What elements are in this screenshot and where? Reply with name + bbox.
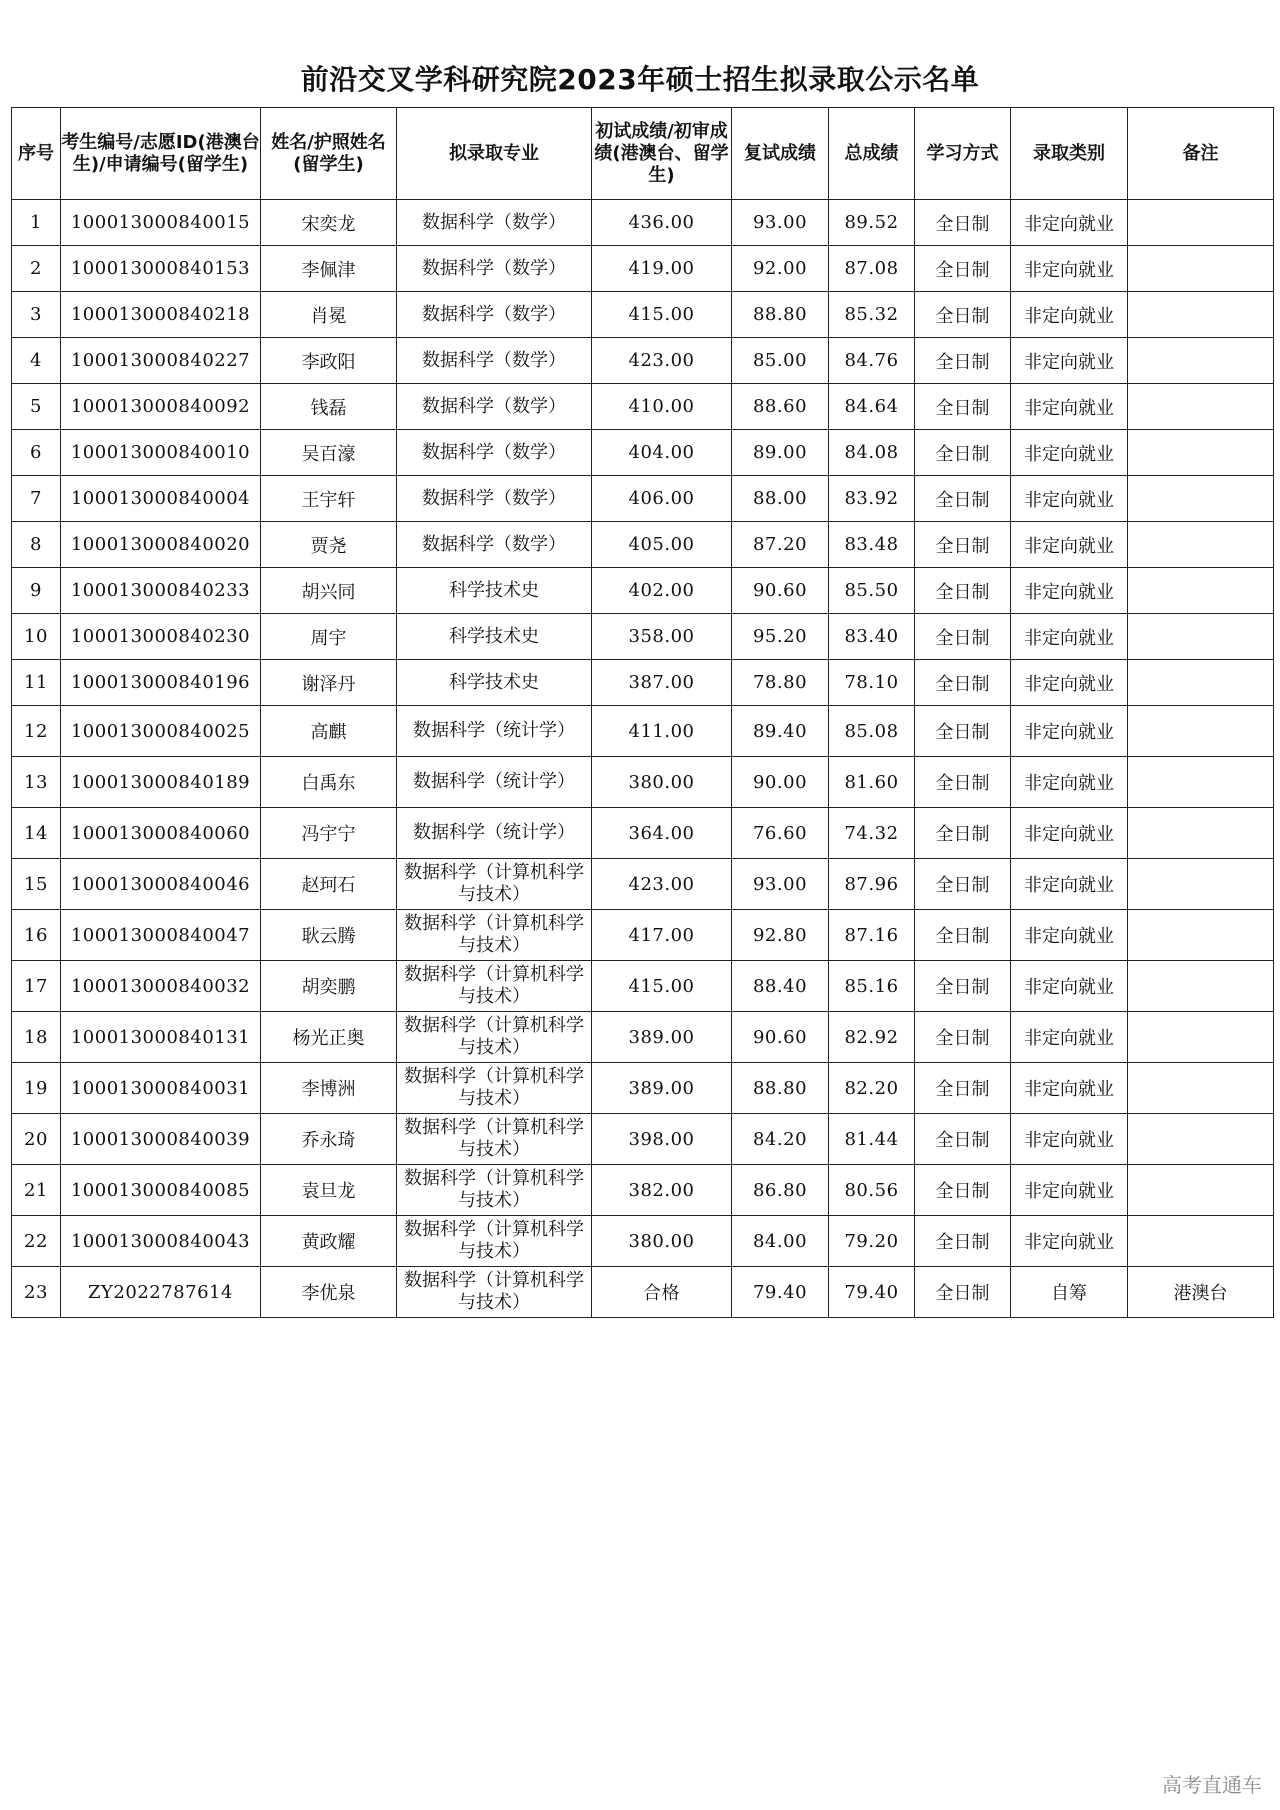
cell-study-mode: 全日制 bbox=[915, 859, 1011, 910]
cell-total-score: 83.92 bbox=[829, 476, 915, 522]
cell-total-score: 85.50 bbox=[829, 568, 915, 614]
cell-name: 袁旦龙 bbox=[261, 1165, 397, 1216]
cell-category: 非定向就业 bbox=[1011, 1063, 1128, 1114]
cell-major: 数据科学（计算机科学与技术） bbox=[397, 910, 592, 961]
cell-retest-score: 89.40 bbox=[732, 706, 829, 757]
table-row bbox=[12, 961, 1274, 1012]
table-row bbox=[12, 246, 1274, 292]
cell-prelim-score: 358.00 bbox=[592, 614, 732, 660]
cell-candidate-id: 100013000840189 bbox=[61, 757, 261, 808]
cell-remark bbox=[1128, 614, 1274, 660]
cell-study-mode: 全日制 bbox=[915, 706, 1011, 757]
cell-seq: 16 bbox=[12, 910, 61, 961]
cell-category: 非定向就业 bbox=[1011, 1114, 1128, 1165]
header-prelim-score: 初试成绩/初审成绩(港澳台、留学生) bbox=[592, 108, 732, 200]
cell-prelim-score: 423.00 bbox=[592, 859, 732, 910]
cell-total-score: 82.20 bbox=[829, 1063, 915, 1114]
cell-prelim-score: 364.00 bbox=[592, 808, 732, 859]
table-row bbox=[12, 1267, 1274, 1318]
cell-study-mode: 全日制 bbox=[915, 614, 1011, 660]
cell-major: 数据科学（数学） bbox=[397, 200, 592, 246]
table-row bbox=[12, 476, 1274, 522]
cell-major: 数据科学（数学） bbox=[397, 522, 592, 568]
cell-remark bbox=[1128, 1012, 1274, 1063]
cell-retest-score: 87.20 bbox=[732, 522, 829, 568]
cell-remark bbox=[1128, 961, 1274, 1012]
cell-candidate-id: 100013000840043 bbox=[61, 1216, 261, 1267]
cell-retest-score: 88.40 bbox=[732, 961, 829, 1012]
cell-seq: 22 bbox=[12, 1216, 61, 1267]
cell-name: 王宇轩 bbox=[261, 476, 397, 522]
cell-total-score: 87.16 bbox=[829, 910, 915, 961]
cell-remark bbox=[1128, 384, 1274, 430]
cell-seq: 20 bbox=[12, 1114, 61, 1165]
cell-candidate-id: 100013000840196 bbox=[61, 660, 261, 706]
cell-total-score: 79.40 bbox=[829, 1267, 915, 1318]
cell-candidate-id: 100013000840032 bbox=[61, 961, 261, 1012]
cell-category: 非定向就业 bbox=[1011, 660, 1128, 706]
cell-candidate-id: 100013000840015 bbox=[61, 200, 261, 246]
cell-major: 科学技术史 bbox=[397, 614, 592, 660]
table-row bbox=[12, 808, 1274, 859]
cell-study-mode: 全日制 bbox=[915, 522, 1011, 568]
table-row bbox=[12, 1165, 1274, 1216]
cell-seq: 23 bbox=[12, 1267, 61, 1318]
cell-remark bbox=[1128, 292, 1274, 338]
cell-retest-score: 79.40 bbox=[732, 1267, 829, 1318]
cell-seq: 18 bbox=[12, 1012, 61, 1063]
cell-study-mode: 全日制 bbox=[915, 1063, 1011, 1114]
cell-retest-score: 90.00 bbox=[732, 757, 829, 808]
cell-category: 非定向就业 bbox=[1011, 246, 1128, 292]
cell-remark bbox=[1128, 660, 1274, 706]
cell-name: 周宇 bbox=[261, 614, 397, 660]
cell-total-score: 84.64 bbox=[829, 384, 915, 430]
cell-study-mode: 全日制 bbox=[915, 1012, 1011, 1063]
cell-name: 冯宇宁 bbox=[261, 808, 397, 859]
table-row bbox=[12, 614, 1274, 660]
cell-remark bbox=[1128, 1216, 1274, 1267]
cell-remark bbox=[1128, 808, 1274, 859]
cell-category: 非定向就业 bbox=[1011, 476, 1128, 522]
cell-prelim-score: 417.00 bbox=[592, 910, 732, 961]
cell-major: 数据科学（计算机科学与技术） bbox=[397, 1267, 592, 1318]
cell-prelim-score: 387.00 bbox=[592, 660, 732, 706]
cell-prelim-score: 合格 bbox=[592, 1267, 732, 1318]
header-major: 拟录取专业 bbox=[397, 108, 592, 200]
cell-candidate-id: 100013000840046 bbox=[61, 859, 261, 910]
cell-study-mode: 全日制 bbox=[915, 1114, 1011, 1165]
cell-category: 非定向就业 bbox=[1011, 757, 1128, 808]
page-title: 前沿交叉学科研究院2023年硕士招生拟录取公示名单 bbox=[300, 63, 980, 96]
cell-study-mode: 全日制 bbox=[915, 660, 1011, 706]
cell-category: 非定向就业 bbox=[1011, 292, 1128, 338]
cell-category: 非定向就业 bbox=[1011, 430, 1128, 476]
cell-total-score: 85.16 bbox=[829, 961, 915, 1012]
cell-category: 非定向就业 bbox=[1011, 706, 1128, 757]
cell-total-score: 84.08 bbox=[829, 430, 915, 476]
header-seq: 序号 bbox=[12, 108, 61, 200]
cell-total-score: 74.32 bbox=[829, 808, 915, 859]
cell-total-score: 81.60 bbox=[829, 757, 915, 808]
header-study-mode: 学习方式 bbox=[915, 108, 1011, 200]
cell-candidate-id: ZY2022787614 bbox=[61, 1267, 261, 1318]
cell-name: 李博洲 bbox=[261, 1063, 397, 1114]
cell-study-mode: 全日制 bbox=[915, 1267, 1011, 1318]
cell-candidate-id: 100013000840010 bbox=[61, 430, 261, 476]
cell-seq: 17 bbox=[12, 961, 61, 1012]
cell-seq: 21 bbox=[12, 1165, 61, 1216]
cell-retest-score: 88.80 bbox=[732, 292, 829, 338]
cell-major: 数据科学（数学） bbox=[397, 246, 592, 292]
cell-remark bbox=[1128, 859, 1274, 910]
cell-seq: 10 bbox=[12, 614, 61, 660]
cell-seq: 11 bbox=[12, 660, 61, 706]
cell-candidate-id: 100013000840218 bbox=[61, 292, 261, 338]
cell-study-mode: 全日制 bbox=[915, 1165, 1011, 1216]
cell-name: 宋奕龙 bbox=[261, 200, 397, 246]
cell-seq: 15 bbox=[12, 859, 61, 910]
cell-category: 非定向就业 bbox=[1011, 910, 1128, 961]
cell-candidate-id: 100013000840025 bbox=[61, 706, 261, 757]
cell-name: 白禹东 bbox=[261, 757, 397, 808]
cell-study-mode: 全日制 bbox=[915, 808, 1011, 859]
cell-seq: 1 bbox=[12, 200, 61, 246]
cell-candidate-id: 100013000840092 bbox=[61, 384, 261, 430]
cell-retest-score: 92.00 bbox=[732, 246, 829, 292]
cell-retest-score: 90.60 bbox=[732, 568, 829, 614]
cell-candidate-id: 100013000840230 bbox=[61, 614, 261, 660]
cell-major: 数据科学（数学） bbox=[397, 292, 592, 338]
cell-major: 数据科学（计算机科学与技术） bbox=[397, 1216, 592, 1267]
cell-candidate-id: 100013000840060 bbox=[61, 808, 261, 859]
cell-retest-score: 93.00 bbox=[732, 200, 829, 246]
cell-study-mode: 全日制 bbox=[915, 384, 1011, 430]
cell-study-mode: 全日制 bbox=[915, 292, 1011, 338]
cell-name: 乔永琦 bbox=[261, 1114, 397, 1165]
cell-category: 非定向就业 bbox=[1011, 1012, 1128, 1063]
table-row bbox=[12, 568, 1274, 614]
cell-prelim-score: 411.00 bbox=[592, 706, 732, 757]
cell-study-mode: 全日制 bbox=[915, 757, 1011, 808]
cell-retest-score: 89.00 bbox=[732, 430, 829, 476]
cell-candidate-id: 100013000840031 bbox=[61, 1063, 261, 1114]
table-body bbox=[12, 200, 1274, 1318]
cell-name: 谢泽丹 bbox=[261, 660, 397, 706]
cell-seq: 7 bbox=[12, 476, 61, 522]
cell-study-mode: 全日制 bbox=[915, 476, 1011, 522]
table-header-row bbox=[12, 108, 1274, 200]
header-id: 考生编号/志愿ID(港澳台生)/申请编号(留学生) bbox=[61, 108, 261, 200]
cell-major: 数据科学（计算机科学与技术） bbox=[397, 961, 592, 1012]
cell-major: 数据科学（数学） bbox=[397, 338, 592, 384]
cell-remark bbox=[1128, 1114, 1274, 1165]
cell-major: 数据科学（计算机科学与技术） bbox=[397, 1114, 592, 1165]
cell-remark bbox=[1128, 706, 1274, 757]
cell-category: 非定向就业 bbox=[1011, 338, 1128, 384]
cell-prelim-score: 389.00 bbox=[592, 1012, 732, 1063]
cell-total-score: 83.40 bbox=[829, 614, 915, 660]
cell-prelim-score: 402.00 bbox=[592, 568, 732, 614]
cell-candidate-id: 100013000840004 bbox=[61, 476, 261, 522]
cell-candidate-id: 100013000840020 bbox=[61, 522, 261, 568]
cell-major: 数据科学（数学） bbox=[397, 476, 592, 522]
cell-category: 非定向就业 bbox=[1011, 568, 1128, 614]
cell-total-score: 83.48 bbox=[829, 522, 915, 568]
table-row bbox=[12, 1216, 1274, 1267]
cell-major: 数据科学（计算机科学与技术） bbox=[397, 859, 592, 910]
cell-study-mode: 全日制 bbox=[915, 568, 1011, 614]
cell-remark bbox=[1128, 430, 1274, 476]
admission-table bbox=[11, 107, 1274, 1318]
table-row bbox=[12, 1012, 1274, 1063]
cell-total-score: 81.44 bbox=[829, 1114, 915, 1165]
cell-retest-score: 95.20 bbox=[732, 614, 829, 660]
cell-prelim-score: 380.00 bbox=[592, 1216, 732, 1267]
cell-total-score: 84.76 bbox=[829, 338, 915, 384]
cell-study-mode: 全日制 bbox=[915, 246, 1011, 292]
cell-prelim-score: 415.00 bbox=[592, 961, 732, 1012]
cell-name: 贾尧 bbox=[261, 522, 397, 568]
cell-prelim-score: 419.00 bbox=[592, 246, 732, 292]
cell-major: 数据科学（计算机科学与技术） bbox=[397, 1165, 592, 1216]
cell-candidate-id: 100013000840085 bbox=[61, 1165, 261, 1216]
cell-remark bbox=[1128, 200, 1274, 246]
cell-remark bbox=[1128, 568, 1274, 614]
cell-category: 非定向就业 bbox=[1011, 522, 1128, 568]
cell-major: 科学技术史 bbox=[397, 568, 592, 614]
cell-seq: 6 bbox=[12, 430, 61, 476]
cell-remark bbox=[1128, 476, 1274, 522]
cell-total-score: 82.92 bbox=[829, 1012, 915, 1063]
cell-name: 赵珂石 bbox=[261, 859, 397, 910]
cell-remark: 港澳台 bbox=[1128, 1267, 1274, 1318]
header-remark: 备注 bbox=[1128, 108, 1274, 200]
cell-major: 数据科学（数学） bbox=[397, 384, 592, 430]
cell-retest-score: 78.80 bbox=[732, 660, 829, 706]
watermark: 高考直通车 bbox=[1162, 1773, 1262, 1797]
table-row bbox=[12, 859, 1274, 910]
cell-major: 数据科学（计算机科学与技术） bbox=[397, 1012, 592, 1063]
cell-prelim-score: 436.00 bbox=[592, 200, 732, 246]
cell-name: 高麒 bbox=[261, 706, 397, 757]
cell-name: 李佩津 bbox=[261, 246, 397, 292]
table-row bbox=[12, 706, 1274, 757]
cell-prelim-score: 389.00 bbox=[592, 1063, 732, 1114]
cell-remark bbox=[1128, 246, 1274, 292]
cell-prelim-score: 404.00 bbox=[592, 430, 732, 476]
cell-major: 数据科学（统计学） bbox=[397, 757, 592, 808]
cell-name: 李优泉 bbox=[261, 1267, 397, 1318]
table-row bbox=[12, 757, 1274, 808]
cell-candidate-id: 100013000840227 bbox=[61, 338, 261, 384]
cell-major: 数据科学（统计学） bbox=[397, 808, 592, 859]
cell-category: 非定向就业 bbox=[1011, 859, 1128, 910]
cell-retest-score: 93.00 bbox=[732, 859, 829, 910]
cell-retest-score: 92.80 bbox=[732, 910, 829, 961]
cell-name: 胡奕鹏 bbox=[261, 961, 397, 1012]
cell-prelim-score: 423.00 bbox=[592, 338, 732, 384]
table-row bbox=[12, 200, 1274, 246]
cell-name: 吴百濠 bbox=[261, 430, 397, 476]
header-name: 姓名/护照姓名(留学生) bbox=[261, 108, 397, 200]
cell-remark bbox=[1128, 910, 1274, 961]
cell-seq: 14 bbox=[12, 808, 61, 859]
cell-total-score: 80.56 bbox=[829, 1165, 915, 1216]
cell-prelim-score: 415.00 bbox=[592, 292, 732, 338]
cell-seq: 8 bbox=[12, 522, 61, 568]
cell-category: 非定向就业 bbox=[1011, 384, 1128, 430]
header-retest-score: 复试成绩 bbox=[732, 108, 829, 200]
cell-candidate-id: 100013000840153 bbox=[61, 246, 261, 292]
cell-prelim-score: 406.00 bbox=[592, 476, 732, 522]
cell-category: 非定向就业 bbox=[1011, 1216, 1128, 1267]
cell-major: 数据科学（计算机科学与技术） bbox=[397, 1063, 592, 1114]
table-row bbox=[12, 430, 1274, 476]
cell-retest-score: 86.80 bbox=[732, 1165, 829, 1216]
cell-seq: 12 bbox=[12, 706, 61, 757]
table-row bbox=[12, 384, 1274, 430]
cell-category: 非定向就业 bbox=[1011, 961, 1128, 1012]
table-row bbox=[12, 910, 1274, 961]
cell-name: 钱磊 bbox=[261, 384, 397, 430]
cell-total-score: 87.96 bbox=[829, 859, 915, 910]
cell-retest-score: 84.20 bbox=[732, 1114, 829, 1165]
header-total-score: 总成绩 bbox=[829, 108, 915, 200]
cell-category: 自筹 bbox=[1011, 1267, 1128, 1318]
cell-candidate-id: 100013000840039 bbox=[61, 1114, 261, 1165]
table-row bbox=[12, 1063, 1274, 1114]
cell-total-score: 85.08 bbox=[829, 706, 915, 757]
cell-name: 胡兴同 bbox=[261, 568, 397, 614]
cell-prelim-score: 398.00 bbox=[592, 1114, 732, 1165]
cell-study-mode: 全日制 bbox=[915, 1216, 1011, 1267]
table-row bbox=[12, 338, 1274, 384]
cell-candidate-id: 100013000840233 bbox=[61, 568, 261, 614]
cell-prelim-score: 382.00 bbox=[592, 1165, 732, 1216]
cell-remark bbox=[1128, 338, 1274, 384]
cell-seq: 4 bbox=[12, 338, 61, 384]
header-category: 录取类别 bbox=[1011, 108, 1128, 200]
cell-major: 数据科学（统计学） bbox=[397, 706, 592, 757]
cell-study-mode: 全日制 bbox=[915, 910, 1011, 961]
cell-seq: 13 bbox=[12, 757, 61, 808]
cell-remark bbox=[1128, 757, 1274, 808]
cell-retest-score: 88.60 bbox=[732, 384, 829, 430]
cell-retest-score: 76.60 bbox=[732, 808, 829, 859]
table-row bbox=[12, 522, 1274, 568]
cell-total-score: 89.52 bbox=[829, 200, 915, 246]
cell-retest-score: 85.00 bbox=[732, 338, 829, 384]
cell-remark bbox=[1128, 1063, 1274, 1114]
cell-name: 杨光正奥 bbox=[261, 1012, 397, 1063]
table-row bbox=[12, 660, 1274, 706]
cell-total-score: 78.10 bbox=[829, 660, 915, 706]
cell-retest-score: 88.80 bbox=[732, 1063, 829, 1114]
cell-prelim-score: 405.00 bbox=[592, 522, 732, 568]
cell-category: 非定向就业 bbox=[1011, 614, 1128, 660]
cell-prelim-score: 410.00 bbox=[592, 384, 732, 430]
cell-total-score: 85.32 bbox=[829, 292, 915, 338]
cell-study-mode: 全日制 bbox=[915, 200, 1011, 246]
table-row bbox=[12, 292, 1274, 338]
cell-retest-score: 90.60 bbox=[732, 1012, 829, 1063]
cell-retest-score: 88.00 bbox=[732, 476, 829, 522]
cell-category: 非定向就业 bbox=[1011, 200, 1128, 246]
cell-total-score: 87.08 bbox=[829, 246, 915, 292]
cell-seq: 3 bbox=[12, 292, 61, 338]
cell-study-mode: 全日制 bbox=[915, 430, 1011, 476]
cell-remark bbox=[1128, 1165, 1274, 1216]
cell-prelim-score: 380.00 bbox=[592, 757, 732, 808]
table-row bbox=[12, 1114, 1274, 1165]
cell-major: 数据科学（数学） bbox=[397, 430, 592, 476]
cell-candidate-id: 100013000840047 bbox=[61, 910, 261, 961]
cell-seq: 19 bbox=[12, 1063, 61, 1114]
cell-name: 黄政耀 bbox=[261, 1216, 397, 1267]
cell-name: 李政阳 bbox=[261, 338, 397, 384]
cell-seq: 9 bbox=[12, 568, 61, 614]
cell-category: 非定向就业 bbox=[1011, 1165, 1128, 1216]
cell-remark bbox=[1128, 522, 1274, 568]
cell-name: 肖冕 bbox=[261, 292, 397, 338]
cell-name: 耿云腾 bbox=[261, 910, 397, 961]
cell-candidate-id: 100013000840131 bbox=[61, 1012, 261, 1063]
cell-seq: 5 bbox=[12, 384, 61, 430]
cell-seq: 2 bbox=[12, 246, 61, 292]
cell-total-score: 79.20 bbox=[829, 1216, 915, 1267]
cell-study-mode: 全日制 bbox=[915, 961, 1011, 1012]
cell-retest-score: 84.00 bbox=[732, 1216, 829, 1267]
cell-category: 非定向就业 bbox=[1011, 808, 1128, 859]
cell-major: 科学技术史 bbox=[397, 660, 592, 706]
cell-study-mode: 全日制 bbox=[915, 338, 1011, 384]
